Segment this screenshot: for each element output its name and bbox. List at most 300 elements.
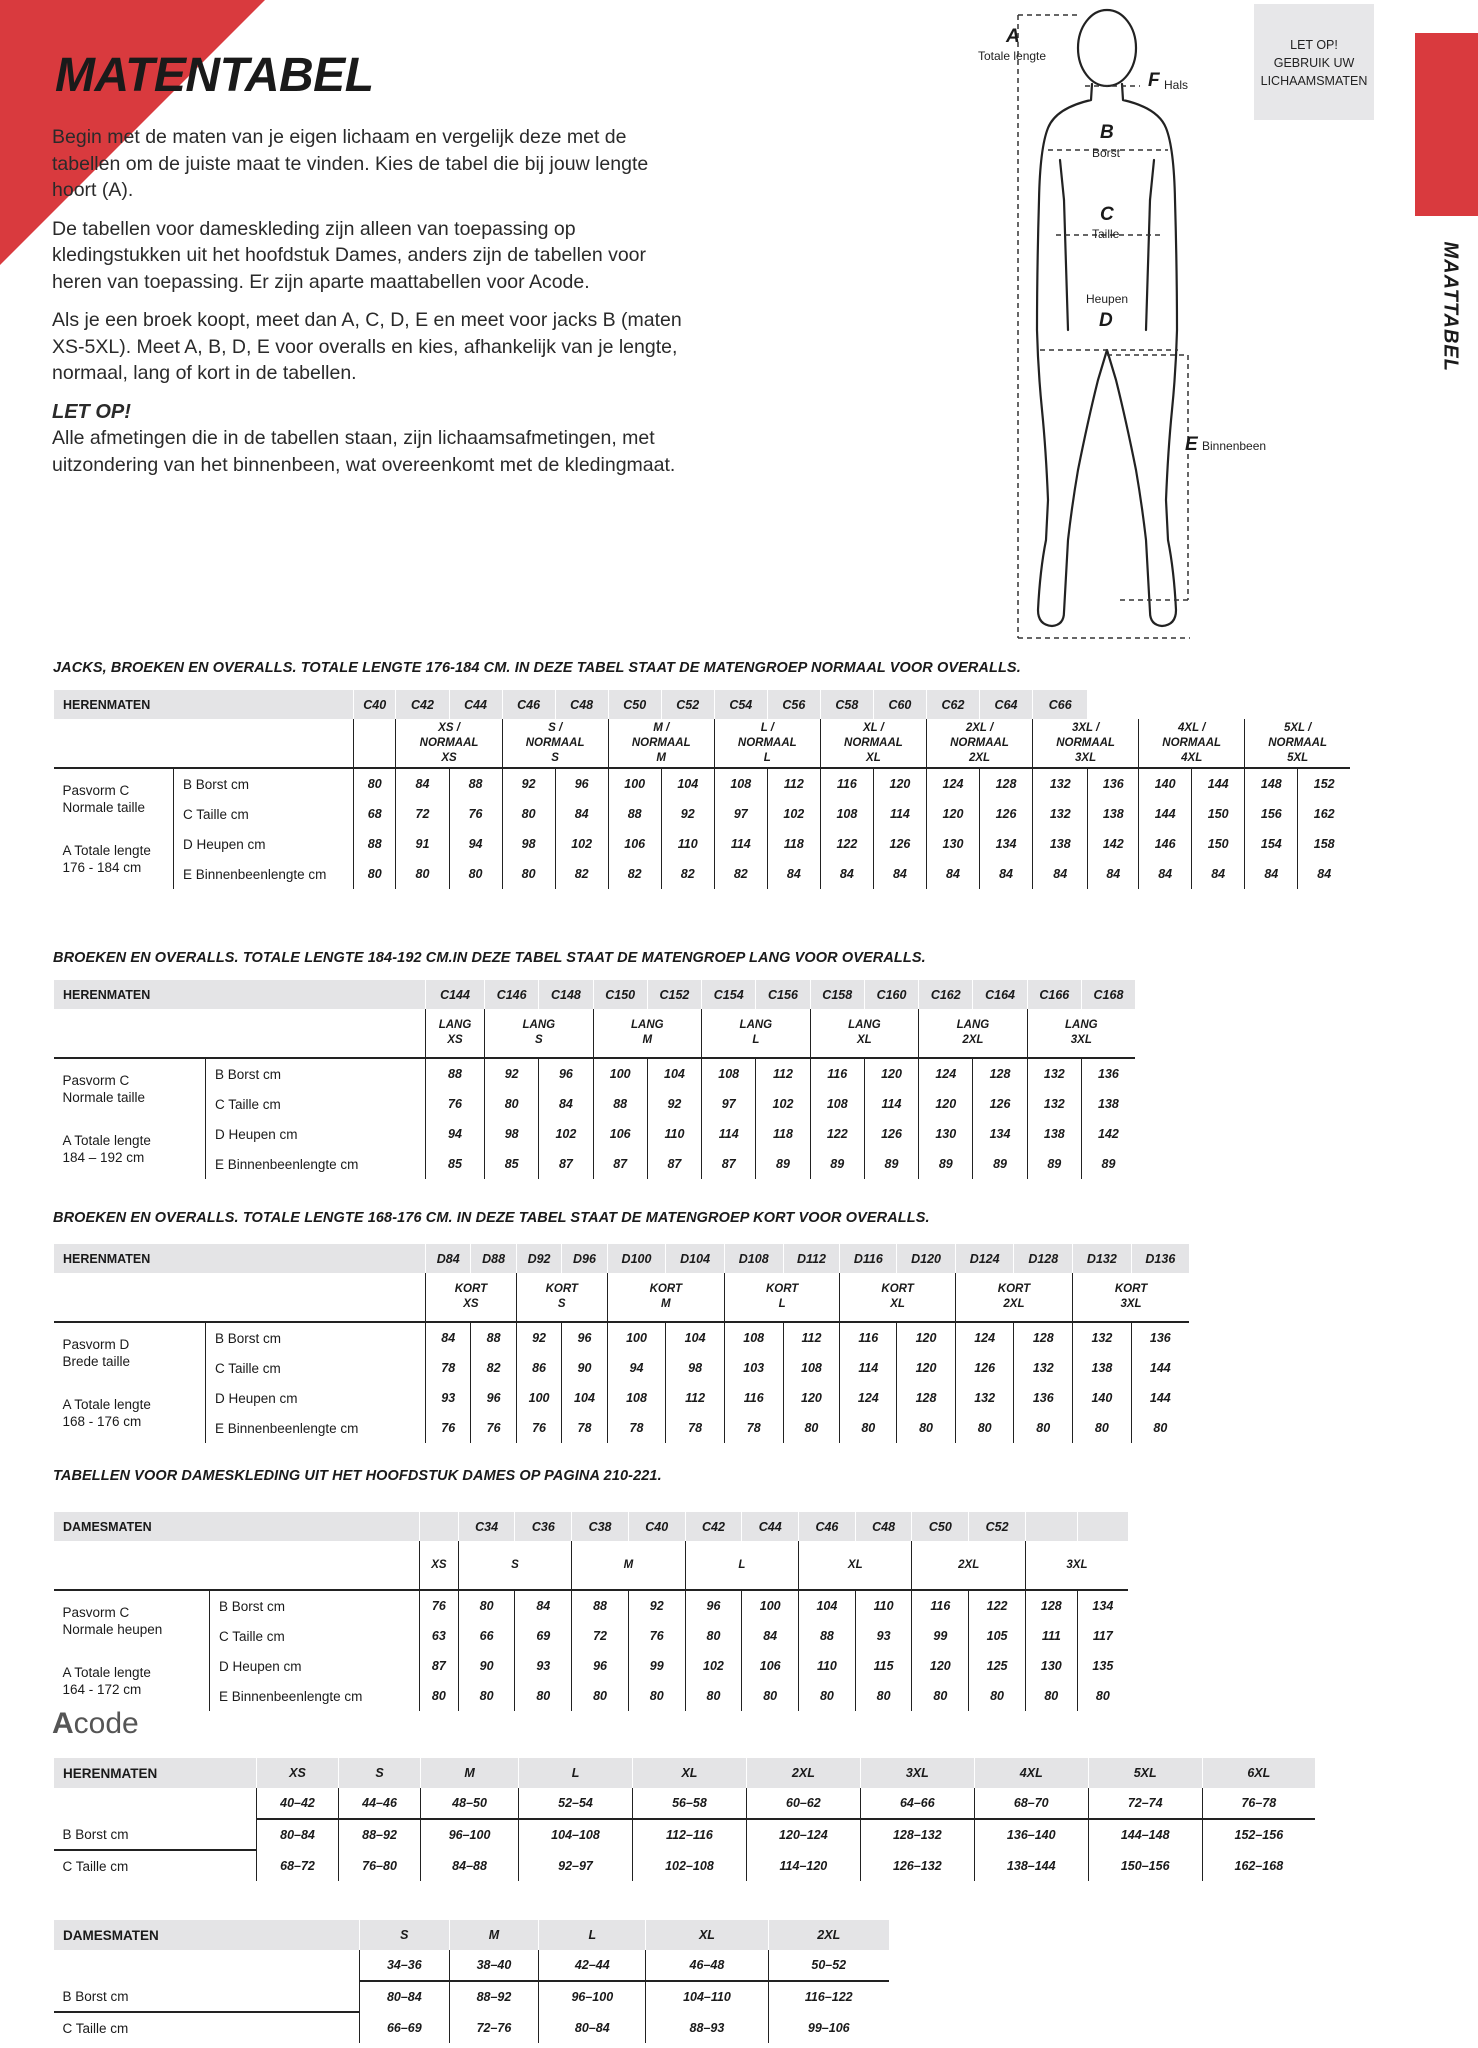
table-cell: 99–106 — [768, 2012, 889, 2043]
intro-paragraph-3: Als je een broek koopt, meet dan A, C, D, E en meet voor jacks B (maten XS-5XL). Meet A, B, D, E voor overalls en kies, afhankelijk van je lengte, normaal, lang of kort in de tabellen. — [52, 309, 682, 384]
size-range: 40–42 — [257, 1788, 339, 1819]
table-cell: 80 — [502, 859, 555, 889]
table-cell: 100 — [742, 1590, 799, 1621]
table-cell: 82 — [714, 859, 767, 889]
table-cell: 80–84 — [360, 1981, 450, 2012]
table-row — [54, 1058, 1136, 1089]
table-cell: 84 — [1139, 859, 1192, 889]
table-cell: 85 — [485, 1149, 539, 1179]
size-table-4 — [53, 1512, 1128, 1711]
table-cell: 128 — [897, 1383, 956, 1413]
fig-letter-a: A — [1006, 26, 1020, 47]
table-cell: 120 — [897, 1322, 956, 1353]
table-cell: 126 — [973, 1089, 1027, 1119]
table-cell: 84 — [980, 859, 1033, 889]
table-cell: 120 — [783, 1383, 840, 1413]
table-cell: 100 — [516, 1383, 561, 1413]
table-cell: 100 — [608, 768, 661, 799]
table-row — [54, 859, 1351, 889]
size-table-3 — [53, 1244, 1189, 1443]
table-cell: 138 — [1081, 1089, 1135, 1119]
col-header: C162 — [919, 980, 973, 1009]
table-cell: 84 — [555, 799, 608, 829]
size-range: 42–44 — [539, 1950, 646, 1981]
size-range: 68–70 — [974, 1788, 1088, 1819]
size-range: 48–50 — [421, 1788, 519, 1819]
fit-label: Pasvorm C Normale taille — [62, 783, 146, 815]
table-cell: 104 — [647, 1058, 701, 1089]
table-cell: 104–110 — [646, 1981, 768, 2012]
measure-label: E Binnenbeenlengte cm — [210, 1681, 420, 1711]
table-cell: 124 — [919, 1058, 973, 1089]
col-header: D112 — [783, 1244, 840, 1273]
table-cell: 80 — [969, 1681, 1026, 1711]
table-cell: 68–72 — [257, 1850, 339, 1881]
size-group: S — [458, 1541, 571, 1590]
table-cell: 97 — [714, 799, 767, 829]
fig-label-c: Taille — [1092, 227, 1120, 241]
table-cell: 89 — [1081, 1149, 1135, 1179]
size-group: KORT XL — [840, 1273, 955, 1322]
fig-label-a: Totale lengte — [978, 49, 1047, 63]
table-cell: 89 — [756, 1149, 810, 1179]
fig-letter-b: B — [1100, 122, 1114, 143]
table-cell: 102 — [685, 1651, 742, 1681]
table-cell: 132 — [1027, 1089, 1081, 1119]
table-cell: 92 — [516, 1322, 561, 1353]
measure-label: B Borst cm — [174, 768, 354, 799]
table-cell: 89 — [864, 1149, 918, 1179]
col-header: C46 — [502, 690, 555, 719]
col-header: C50 — [608, 690, 661, 719]
table-cell: 92 — [661, 799, 714, 829]
fig-letter-d: D — [1099, 310, 1113, 331]
size-range: 46–48 — [646, 1950, 768, 1981]
size-range: 44–46 — [339, 1788, 421, 1819]
table-cell: 142 — [1081, 1119, 1135, 1149]
table-cell: 150 — [1192, 829, 1245, 859]
table-cell: 108 — [820, 799, 873, 829]
measure-label: C Taille cm — [174, 799, 354, 829]
table-cell: 116 — [912, 1590, 969, 1621]
table-cell: 84 — [396, 768, 449, 799]
table4-title: TABELLEN VOOR DAMESKLEDING UIT HET HOOFDSTUK DAMES OP PAGINA 210-221. — [53, 1468, 662, 1484]
table-cell: 94 — [449, 829, 502, 859]
table-cell: 80 — [783, 1413, 840, 1443]
size-group: 5XL / NORMAAL 5XL — [1245, 719, 1350, 768]
measure-label: B Borst cm — [210, 1590, 420, 1621]
col-header: D96 — [562, 1244, 607, 1273]
table1-title: JACKS, BROEKEN EN OVERALLS. TOTALE LENGTE 176-184 CM. IN DEZE TABEL STAAT DE MATENGROEP NORMAAL VOOR OVERALLS. — [53, 660, 1021, 676]
table-row — [54, 1089, 1136, 1119]
size-group: L / NORMAAL L — [714, 719, 820, 768]
table-cell: 104 — [799, 1590, 856, 1621]
table-cell: 114 — [873, 799, 926, 829]
size-group: M / NORMAAL M — [608, 719, 714, 768]
col-header: D84 — [426, 1244, 471, 1273]
col-header: C64 — [980, 690, 1033, 719]
table-cell: 120 — [919, 1089, 973, 1119]
col-header: 2XL — [746, 1758, 860, 1788]
table-cell: 148 — [1245, 768, 1298, 799]
table-cell: 88 — [449, 768, 502, 799]
table-cell: 82 — [555, 859, 608, 889]
table-cell: 115 — [855, 1651, 912, 1681]
table-cell: 96 — [555, 768, 608, 799]
intro-text — [52, 124, 692, 490]
note-text: Alle afmetingen die in de tabellen staan, zijn lichaamsafmetingen, met uitzondering van het binnenbeen, wat overeenkomt met de kledingmaat. — [52, 427, 676, 476]
table-cell: 114 — [702, 1119, 756, 1149]
col-header: D100 — [607, 1244, 666, 1273]
fig-label-e: Binnenbeen — [1202, 439, 1267, 453]
table-row — [54, 768, 1351, 799]
fig-label-b: Borst — [1092, 146, 1121, 160]
col-header: C164 — [973, 980, 1027, 1009]
table-cell: 89 — [919, 1149, 973, 1179]
table-cell: 104 — [562, 1383, 607, 1413]
table-cell: 122 — [820, 829, 873, 859]
table-cell: 82 — [608, 859, 661, 889]
table-row — [54, 1850, 1316, 1881]
col-header: C148 — [539, 980, 593, 1009]
table-cell: 120 — [912, 1651, 969, 1681]
fig-letter-f: F — [1148, 70, 1160, 91]
table-header-label: HERENMATEN — [54, 690, 354, 719]
col-header: C44 — [449, 690, 502, 719]
size-group: 2XL — [912, 1541, 1025, 1590]
note-heading: LET OP! — [52, 400, 131, 423]
table-cell: 84 — [1192, 859, 1245, 889]
col-header: C58 — [820, 690, 873, 719]
col-header: 3XL — [860, 1758, 974, 1788]
table-cell: 84 — [515, 1590, 572, 1621]
table-cell: 86 — [516, 1353, 561, 1383]
table-row — [54, 1353, 1190, 1383]
table-cell: 136 — [1088, 768, 1139, 799]
col-header: L — [539, 1920, 646, 1950]
size-group: LANG XS — [426, 1009, 485, 1058]
size-group: KORT 3XL — [1073, 1273, 1189, 1322]
table-cell: 104–108 — [519, 1819, 633, 1850]
table-cell: 87 — [420, 1651, 459, 1681]
table-cell: 96 — [539, 1058, 593, 1089]
table-cell: 88–92 — [339, 1819, 421, 1850]
table-cell: 124 — [840, 1383, 897, 1413]
table-cell: 92–97 — [519, 1850, 633, 1881]
measure-label: B Borst cm — [206, 1322, 426, 1353]
size-group: XL / NORMAAL XL — [820, 719, 926, 768]
table-cell: 114–120 — [746, 1850, 860, 1881]
table-cell: 116 — [820, 768, 873, 799]
measure-label: D Heupen cm — [174, 829, 354, 859]
col-header: S — [339, 1758, 421, 1788]
fit-label: A Totale lengte 184 – 192 cm — [62, 1133, 151, 1165]
table-cell: 92 — [628, 1590, 685, 1621]
table-cell: 136 — [1014, 1383, 1073, 1413]
measure-label: B Borst cm — [206, 1058, 426, 1089]
table-cell: 80 — [572, 1681, 629, 1711]
table-cell: 130 — [1025, 1651, 1077, 1681]
measure-label: E Binnenbeenlengte cm — [174, 859, 354, 889]
size-group: KORT 2XL — [955, 1273, 1072, 1322]
table-cell: 108 — [724, 1322, 783, 1353]
table-cell: 76 — [420, 1590, 459, 1621]
col-header: D88 — [471, 1244, 516, 1273]
table-cell: 87 — [702, 1149, 756, 1179]
table-cell: 120 — [926, 799, 979, 829]
size-range: 64–66 — [860, 1788, 974, 1819]
fit-label: Pasvorm C Normale heupen — [62, 1605, 163, 1637]
table-cell: 126 — [864, 1119, 918, 1149]
col-header: C158 — [810, 980, 864, 1009]
size-range: 38–40 — [449, 1950, 539, 1981]
size-group: XS / NORMAAL XS — [396, 719, 502, 768]
measure-label: E Binnenbeenlengte cm — [206, 1413, 426, 1443]
table-cell: 110 — [855, 1590, 912, 1621]
table-cell: 108 — [702, 1058, 756, 1089]
table-cell: 112 — [767, 768, 820, 799]
table-header-label: HERENMATEN — [54, 1244, 426, 1273]
table-cell: 88–92 — [449, 1981, 539, 2012]
fig-letter-e: E — [1185, 434, 1198, 455]
table-row — [54, 2012, 890, 2043]
table-cell: 98 — [485, 1119, 539, 1149]
table-cell: 80 — [855, 1681, 912, 1711]
table-cell: 118 — [756, 1119, 810, 1149]
table-cell: 92 — [485, 1058, 539, 1089]
table-cell: 135 — [1077, 1651, 1128, 1681]
table-cell: 126 — [980, 799, 1033, 829]
table-cell: 102 — [767, 799, 820, 829]
col-header: C40 — [628, 1512, 685, 1541]
table-cell: 116 — [724, 1383, 783, 1413]
table-cell: 110 — [661, 829, 714, 859]
table-cell: 76 — [426, 1413, 471, 1443]
table-cell: 80–84 — [539, 2012, 646, 2043]
table-cell: 80 — [742, 1681, 799, 1711]
table-cell: 106 — [608, 829, 661, 859]
table-cell: 96 — [471, 1383, 516, 1413]
table-cell: 84 — [767, 859, 820, 889]
table-cell: 87 — [647, 1149, 701, 1179]
size-group: 3XL — [1025, 1541, 1128, 1590]
table-cell: 72 — [572, 1621, 629, 1651]
table-cell: 136–140 — [974, 1819, 1088, 1850]
table-cell: 162 — [1298, 799, 1350, 829]
table-cell: 89 — [1027, 1149, 1081, 1179]
col-header: D116 — [840, 1244, 897, 1273]
table-cell: 146 — [1139, 829, 1192, 859]
col-header: 6XL — [1202, 1758, 1315, 1788]
size-group: XS — [420, 1541, 459, 1590]
size-group: LANG S — [485, 1009, 594, 1058]
table-cell: 78 — [426, 1353, 471, 1383]
col-header: D136 — [1131, 1244, 1189, 1273]
table-cell: 156 — [1245, 799, 1298, 829]
table-cell: 80 — [354, 859, 396, 889]
col-header: 4XL — [974, 1758, 1088, 1788]
table-cell: 80 — [396, 859, 449, 889]
table-cell: 78 — [607, 1413, 666, 1443]
table-cell: 126 — [955, 1353, 1014, 1383]
table-cell: 78 — [562, 1413, 607, 1443]
table-cell: 152–156 — [1202, 1819, 1315, 1850]
fit-label: A Totale lengte 176 - 184 cm — [62, 843, 151, 875]
table-cell: 93 — [426, 1383, 471, 1413]
measure-label: C Taille cm — [62, 2020, 129, 2036]
table-cell: 84 — [1033, 859, 1088, 889]
col-header: C38 — [572, 1512, 629, 1541]
table-cell: 80 — [1014, 1413, 1073, 1443]
col-header: C52 — [661, 690, 714, 719]
table-cell: 99 — [912, 1621, 969, 1651]
table-cell: 144 — [1131, 1383, 1189, 1413]
col-header: C60 — [873, 690, 926, 719]
size-range: 72–74 — [1088, 1788, 1202, 1819]
size-range: 60–62 — [746, 1788, 860, 1819]
table-cell: 158 — [1298, 829, 1350, 859]
table-cell: 84 — [1298, 859, 1350, 889]
table-cell: 63 — [420, 1621, 459, 1651]
col-header: XS — [257, 1758, 339, 1788]
table-cell: 104 — [661, 768, 714, 799]
table-cell: 76 — [471, 1413, 516, 1443]
col-header: C34 — [458, 1512, 515, 1541]
table-cell: 96 — [562, 1322, 607, 1353]
table-cell: 90 — [562, 1353, 607, 1383]
table-cell: 144 — [1139, 799, 1192, 829]
table-cell: 114 — [714, 829, 767, 859]
table-cell: 93 — [515, 1651, 572, 1681]
size-group: 2XL / NORMAAL 2XL — [926, 719, 1032, 768]
fig-letter-c: C — [1100, 204, 1114, 225]
size-group: L — [685, 1541, 798, 1590]
fit-label: A Totale lengte 168 - 176 cm — [62, 1397, 151, 1429]
size-table-2 — [53, 980, 1135, 1179]
table-cell: 92 — [647, 1089, 701, 1119]
table-row — [54, 1621, 1129, 1651]
table-cell: 162–168 — [1202, 1850, 1315, 1881]
table-cell: 87 — [539, 1149, 593, 1179]
col-header: M — [449, 1920, 539, 1950]
col-header: 5XL — [1088, 1758, 1202, 1788]
table-cell: 150 — [1192, 799, 1245, 829]
table-cell: 88 — [593, 1089, 647, 1119]
table-cell: 128 — [1025, 1590, 1077, 1621]
table-cell: 90 — [458, 1651, 515, 1681]
table-cell: 112 — [783, 1322, 840, 1353]
table-cell: 84 — [426, 1322, 471, 1353]
table-cell: 80–84 — [257, 1819, 339, 1850]
fit-label: Pasvorm C Normale taille — [62, 1073, 146, 1105]
col-header: S — [360, 1920, 450, 1950]
table-cell: 88 — [471, 1322, 516, 1353]
size-group: KORT M — [607, 1273, 724, 1322]
table-cell: 87 — [593, 1149, 647, 1179]
table-cell: 80 — [1077, 1681, 1128, 1711]
table-cell: 88 — [572, 1590, 629, 1621]
table-cell: 103 — [724, 1353, 783, 1383]
table-cell: 112 — [756, 1058, 810, 1089]
table-cell: 100 — [593, 1058, 647, 1089]
table-cell: 138 — [1033, 829, 1088, 859]
table-cell: 124 — [926, 768, 979, 799]
measure-label: E Binnenbeenlengte cm — [206, 1149, 426, 1179]
table-cell: 96 — [572, 1651, 629, 1681]
table-cell: 84 — [873, 859, 926, 889]
table-cell: 144–148 — [1088, 1819, 1202, 1850]
table-cell: 128 — [980, 768, 1033, 799]
col-header: C48 — [555, 690, 608, 719]
acode-logo: Acode — [52, 1707, 139, 1740]
col-header: C150 — [593, 980, 647, 1009]
table-cell: 126–132 — [860, 1850, 974, 1881]
table-cell: 125 — [969, 1651, 1026, 1681]
table-row — [54, 1383, 1190, 1413]
table-cell: 120–124 — [746, 1819, 860, 1850]
table-cell: 110 — [647, 1119, 701, 1149]
table-cell: 69 — [515, 1621, 572, 1651]
table-cell: 117 — [1077, 1621, 1128, 1651]
table-cell: 106 — [593, 1119, 647, 1149]
table-cell: 112–116 — [632, 1819, 746, 1850]
table-cell: 92 — [502, 768, 555, 799]
table-cell: 89 — [810, 1149, 864, 1179]
table-cell: 134 — [973, 1119, 1027, 1149]
table-cell: 94 — [426, 1119, 485, 1149]
table-header-label: HERENMATEN — [54, 1758, 257, 1788]
col-header: C154 — [702, 980, 756, 1009]
notice-line-3: LICHAAMSMATEN — [1260, 74, 1368, 88]
measure-label: B Borst cm — [54, 1981, 360, 2012]
table-cell: 80 — [420, 1681, 459, 1711]
table-cell: 144 — [1131, 1353, 1189, 1383]
col-header: C152 — [647, 980, 701, 1009]
fig-label-d: Heupen — [1086, 292, 1129, 306]
size-group: KORT L — [724, 1273, 839, 1322]
table-cell: 96 — [685, 1590, 742, 1621]
table-cell: 84 — [539, 1089, 593, 1119]
table-cell: 126 — [873, 829, 926, 859]
col-header: C46 — [799, 1512, 856, 1541]
measure-label: C Taille cm — [206, 1353, 426, 1383]
table-cell: 154 — [1245, 829, 1298, 859]
table-cell: 80 — [449, 859, 502, 889]
table-cell: 80 — [1131, 1413, 1189, 1443]
size-group: KORT XS — [426, 1273, 517, 1322]
table-cell: 93 — [855, 1621, 912, 1651]
table-cell: 132 — [1033, 799, 1088, 829]
table-cell: 138–144 — [974, 1850, 1088, 1881]
table-cell: 112 — [666, 1383, 725, 1413]
table-header-label: DAMESMATEN — [54, 1920, 360, 1950]
table-header-label: HERENMATEN — [54, 980, 426, 1009]
table-cell: 128 — [973, 1058, 1027, 1089]
measure-label: C Taille cm — [206, 1089, 426, 1119]
size-range: 50–52 — [768, 1950, 889, 1981]
table-cell: 78 — [666, 1413, 725, 1443]
table-cell: 72–76 — [449, 2012, 539, 2043]
table3-title: BROEKEN EN OVERALLS. TOTALE LENGTE 168-176 CM. IN DEZE TABEL STAAT DE MATENGROEP KORT VOOR OVERALLS. — [53, 1210, 930, 1226]
size-group: KORT S — [516, 1273, 607, 1322]
table-cell: 88 — [426, 1058, 485, 1089]
table-cell: 114 — [840, 1353, 897, 1383]
table-cell: 88 — [608, 799, 661, 829]
table-cell: 114 — [864, 1089, 918, 1119]
table-cell: 122 — [969, 1590, 1026, 1621]
table-cell: 110 — [799, 1651, 856, 1681]
measure-label: D Heupen cm — [206, 1383, 426, 1413]
